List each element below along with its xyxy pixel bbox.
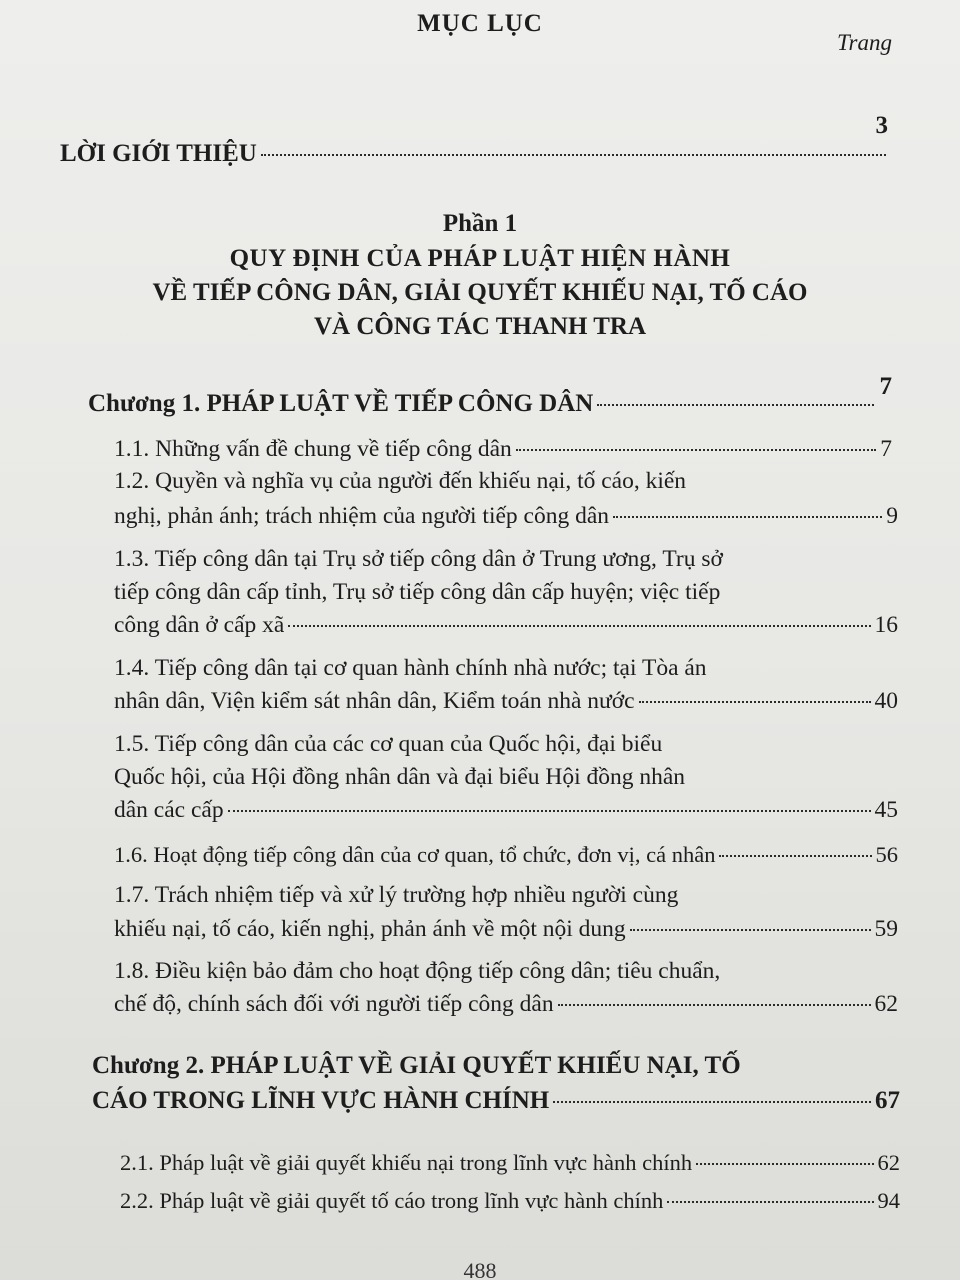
toc-entry-page: 45 xyxy=(874,797,898,823)
toc-entry xyxy=(114,436,892,463)
dot-leader xyxy=(630,928,871,931)
toc-entry-label: dân các cấp xyxy=(114,797,224,823)
toc-entry-page: 94 xyxy=(877,1188,900,1213)
chapter1-page-number: 7 xyxy=(879,373,892,400)
dot-leader xyxy=(639,700,871,703)
toc-entry-chapter2 xyxy=(92,1087,900,1115)
toc-entry-label: 2.1. Pháp luật về giải quyết khiếu nại trong lĩnh vực hành chính xyxy=(120,1150,693,1175)
toc-entry-label: nghị, phản ánh; trách nhiệm của người tiếp công dân xyxy=(114,503,610,529)
page-column-label: Trang xyxy=(837,30,892,55)
toc-entry xyxy=(120,1188,900,1214)
dot-leader xyxy=(553,1100,871,1103)
toc-entry-page: 62 xyxy=(877,1150,900,1175)
dot-leader xyxy=(228,809,871,812)
toc-entry-label: chế độ, chính sách đối với người tiếp công dân xyxy=(114,991,554,1017)
toc-entry-page: 59 xyxy=(874,916,898,942)
toc-entry xyxy=(114,991,898,1018)
toc-entry-label: khiếu nại, tố cáo, kiến nghị, phản ánh về một nội dung xyxy=(114,916,626,942)
chapter2-label-line: CÁO TRONG LĨNH VỰC HÀNH CHÍNH xyxy=(92,1087,550,1114)
dot-leader xyxy=(696,1162,873,1165)
part-title-line: VỀ TIẾP CÔNG DÂN, GIẢI QUYẾT KHIẾU NẠI, TỐ CÁO xyxy=(152,279,808,306)
toc-entry-label: 1.1. Những vấn đề chung về tiếp công dân xyxy=(114,436,512,462)
page-title: MỤC LỤC xyxy=(417,10,543,37)
toc-entry-line: tiếp công dân cấp tỉnh, Trụ sở tiếp công dân cấp huyện; việc tiếp xyxy=(114,579,721,605)
toc-entry-line: 1.5. Tiếp công dân của các cơ quan của Quốc hội, đại biểu xyxy=(114,731,663,757)
toc-entry-line: 1.7. Trách nhiệm tiếp và xử lý trường hợp nhiều người cùng xyxy=(114,882,679,908)
toc-entry-line: 1.4. Tiếp công dân tại cơ quan hành chính nhà nước; tại Tòa án xyxy=(114,655,707,681)
toc-entry-label: công dân ở cấp xã xyxy=(114,612,285,638)
chapter2-label-line: Chương 2. PHÁP LUẬT VỀ GIẢI QUYẾT KHIẾU NẠI, TỐ xyxy=(92,1052,741,1079)
toc-entry-label: nhân dân, Viện kiểm sát nhân dân, Kiểm toán nhà nước xyxy=(114,688,635,714)
toc-entry-line: 1.2. Quyền và nghĩa vụ của người đến khiếu nại, tố cáo, kiến xyxy=(114,468,687,494)
toc-entry-page: 62 xyxy=(874,991,898,1017)
chapter1-label: Chương 1. PHÁP LUẬT VỀ TIẾP CÔNG DÂN xyxy=(88,390,594,417)
dot-leader xyxy=(558,1003,871,1006)
dot-leader xyxy=(516,448,876,451)
toc-entry xyxy=(114,797,898,824)
toc-entry-label: 1.6. Hoạt động tiếp công dân của cơ quan, tổ chức, đơn vị, cá nhân xyxy=(114,842,716,867)
toc-entry-label: 2.2. Pháp luật về giải quyết tố cáo trong lĩnh vực hành chính xyxy=(120,1188,664,1213)
toc-entry-page: 7 xyxy=(880,436,892,462)
intro-page-number: 3 xyxy=(875,112,888,139)
toc-entry xyxy=(114,688,898,715)
toc-entry xyxy=(120,1150,900,1176)
dot-leader xyxy=(261,153,886,156)
dot-leader xyxy=(288,624,870,627)
footer-page-number: 488 xyxy=(463,1258,497,1280)
toc-entry xyxy=(114,503,898,530)
part-title-line: QUY ĐỊNH CỦA PHÁP LUẬT HIỆN HÀNH xyxy=(229,245,731,272)
toc-entry-line: 1.8. Điều kiện bảo đảm cho hoạt động tiếp công dân; tiêu chuẩn, xyxy=(114,958,721,984)
dot-leader xyxy=(613,515,882,518)
toc-entry-chapter1 xyxy=(88,390,878,418)
part-number: Phần 1 xyxy=(442,210,518,237)
toc-entry xyxy=(114,842,898,868)
toc-entry-page: 56 xyxy=(875,842,898,867)
dot-leader xyxy=(719,854,871,857)
toc-entry-line: 1.3. Tiếp công dân tại Trụ sở tiếp công dân ở Trung ương, Trụ sở xyxy=(114,546,723,572)
toc-entry-line: Quốc hội, của Hội đồng nhân dân và đại biểu Hội đồng nhân xyxy=(114,764,686,790)
chapter2-page-number: 67 xyxy=(875,1087,900,1114)
toc-entry-page: 40 xyxy=(874,688,898,714)
toc-entry-page: 16 xyxy=(874,612,898,638)
dot-leader xyxy=(667,1200,873,1203)
intro-label: LỜI GIỚI THIỆU xyxy=(60,140,257,167)
part-title-line: VÀ CÔNG TÁC THANH TRA xyxy=(314,313,646,340)
toc-entry xyxy=(114,916,898,943)
toc-entry xyxy=(114,612,898,639)
toc-entry-intro xyxy=(60,140,890,168)
toc-entry-page: 9 xyxy=(886,503,898,529)
dot-leader xyxy=(597,403,874,406)
